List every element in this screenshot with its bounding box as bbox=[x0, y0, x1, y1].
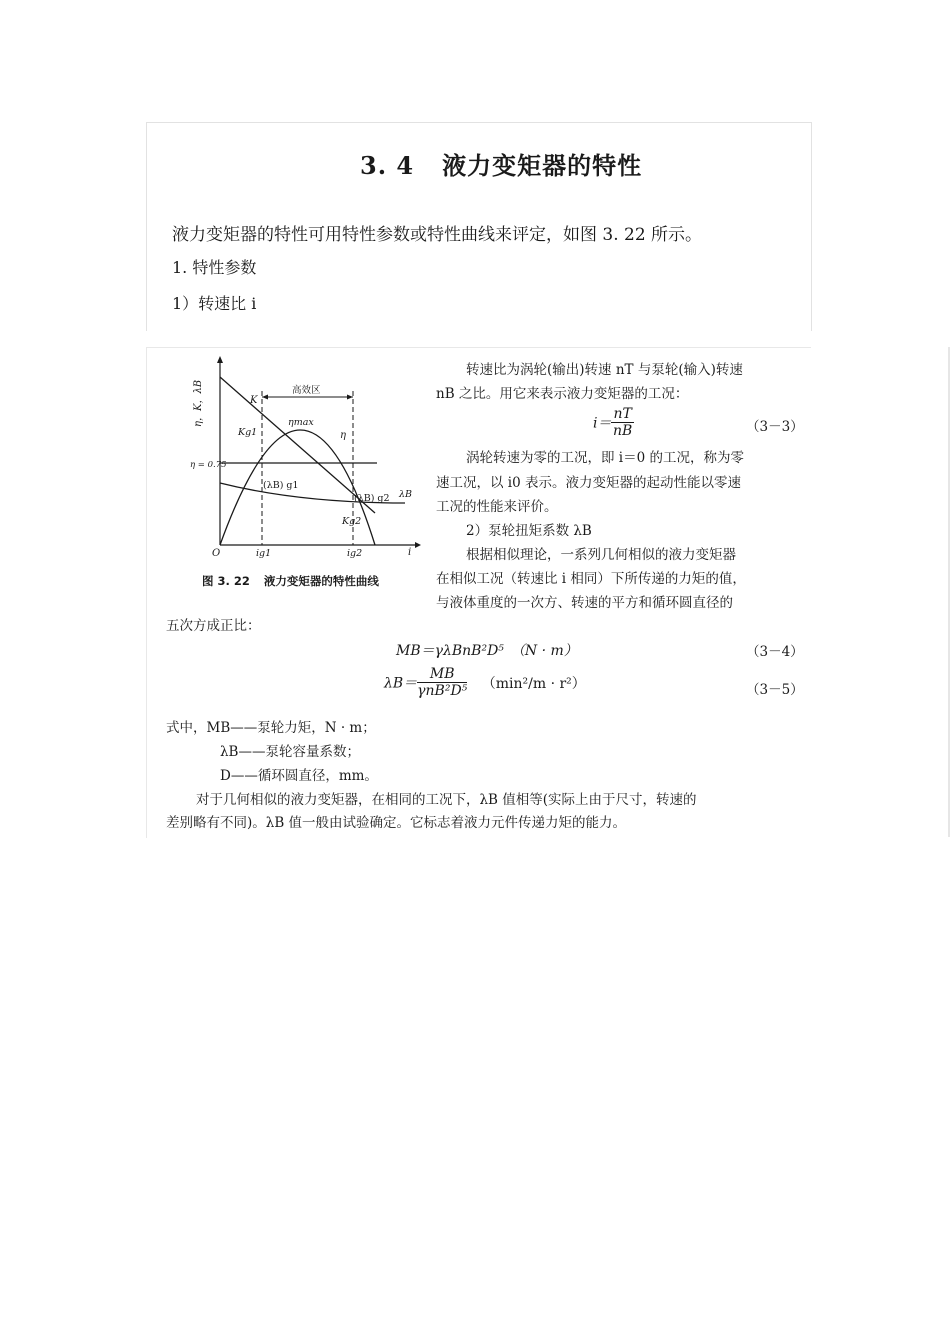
lambda-g2-label: (λB) g2 bbox=[354, 493, 390, 504]
intro-paragraph: 液力变矩器的特性可用特性参数或特性曲线来评定，如图 3. 22 所示。 bbox=[172, 225, 703, 245]
text-line-9: 与液体重度的一次方、转速的平方和循环圆直径的 bbox=[436, 595, 733, 611]
x-axis-label: i bbox=[408, 547, 412, 558]
x-axis-arrow bbox=[415, 542, 421, 548]
text-line-11: 对于几何相似的液力变矩器，在相同的工况下，λB 值相等(实际上由于尺寸，转速的 bbox=[196, 792, 697, 808]
equation-3-5-number: （3－5） bbox=[746, 682, 804, 698]
eta-max-label: ηmax bbox=[288, 417, 314, 428]
text-line-5: 工况的性能来评价。 bbox=[436, 499, 558, 515]
heading-characteristic-params: 1. 特性参数 bbox=[172, 258, 257, 277]
ig2-label: ig2 bbox=[347, 548, 363, 559]
ig1-label: ig1 bbox=[256, 548, 272, 559]
text-line-7: 根据相似理论，一系列几何相似的液力变矩器 bbox=[466, 547, 736, 563]
eta-label: η bbox=[340, 430, 346, 441]
efficient-zone-label: 高效区 bbox=[292, 385, 321, 396]
Kg1-label: Kg1 bbox=[238, 427, 258, 438]
equation-3-4-number: （3－4） bbox=[746, 644, 804, 660]
characteristic-curve-figure bbox=[190, 355, 425, 565]
text-line-8: 在相似工况（转速比 i 相同）下所传递的力矩的值， bbox=[436, 571, 746, 587]
eta-075-label: η = 0.75 bbox=[190, 460, 227, 470]
text-line-1: 转速比为涡轮(输出)转速 nT 与泵轮(输入)转速 bbox=[466, 362, 743, 378]
lambda-g1-label: (λB) g1 bbox=[263, 480, 299, 491]
equation-3-3: i＝ $\frac{nT}{nB}$ bbox=[593, 406, 633, 439]
definition-D: D——循环圆直径，mm。 bbox=[220, 768, 378, 784]
section-title: 3. 4 液力变矩器的特性 bbox=[360, 151, 643, 180]
text-line-3: 涡轮转速为零的工况，即 i＝0 的工况，称为零 bbox=[466, 450, 744, 466]
equation-3-3-number: （3－3） bbox=[746, 419, 804, 435]
equation-3-4: MB＝γλBnB²D⁵ （N · m） bbox=[396, 643, 578, 659]
Kg2-label: Kg2 bbox=[342, 516, 362, 527]
text-line-10: 五次方成正比： bbox=[166, 618, 261, 634]
text-line-12: 差别略有不同)。λB 值一般由试验确定。它标志着液力元件传递力矩的能力。 bbox=[166, 815, 627, 831]
figure-caption: 图 3. 22 液力变矩器的特性曲线 bbox=[202, 574, 379, 588]
y-axis-label: η，K，λB bbox=[193, 379, 204, 427]
definition-MB: 式中，MB——泵轮力矩，N · m； bbox=[166, 720, 376, 736]
subheading-pump-torque: 2）泵轮扭矩系数 λB bbox=[466, 523, 592, 539]
text-line-4: 速工况，以 i0 表示。液力变矩器的起动性能以零速 bbox=[436, 475, 741, 491]
equation-3-5: λB＝ $\frac{MB}{\text{γnB²D⁵}}$ （min²/m · r²） bbox=[384, 666, 586, 699]
origin-label: O bbox=[212, 548, 221, 559]
K-label: K bbox=[250, 395, 258, 406]
text-line-2: nB 之比。用它来表示液力变矩器的工况： bbox=[436, 386, 689, 402]
heading-speed-ratio: 1）转速比 i bbox=[172, 294, 257, 313]
definition-lambdaB: λB——泵轮容量系数； bbox=[220, 744, 360, 760]
lambda-label: λB bbox=[399, 489, 413, 500]
y-axis-arrow bbox=[217, 356, 223, 363]
